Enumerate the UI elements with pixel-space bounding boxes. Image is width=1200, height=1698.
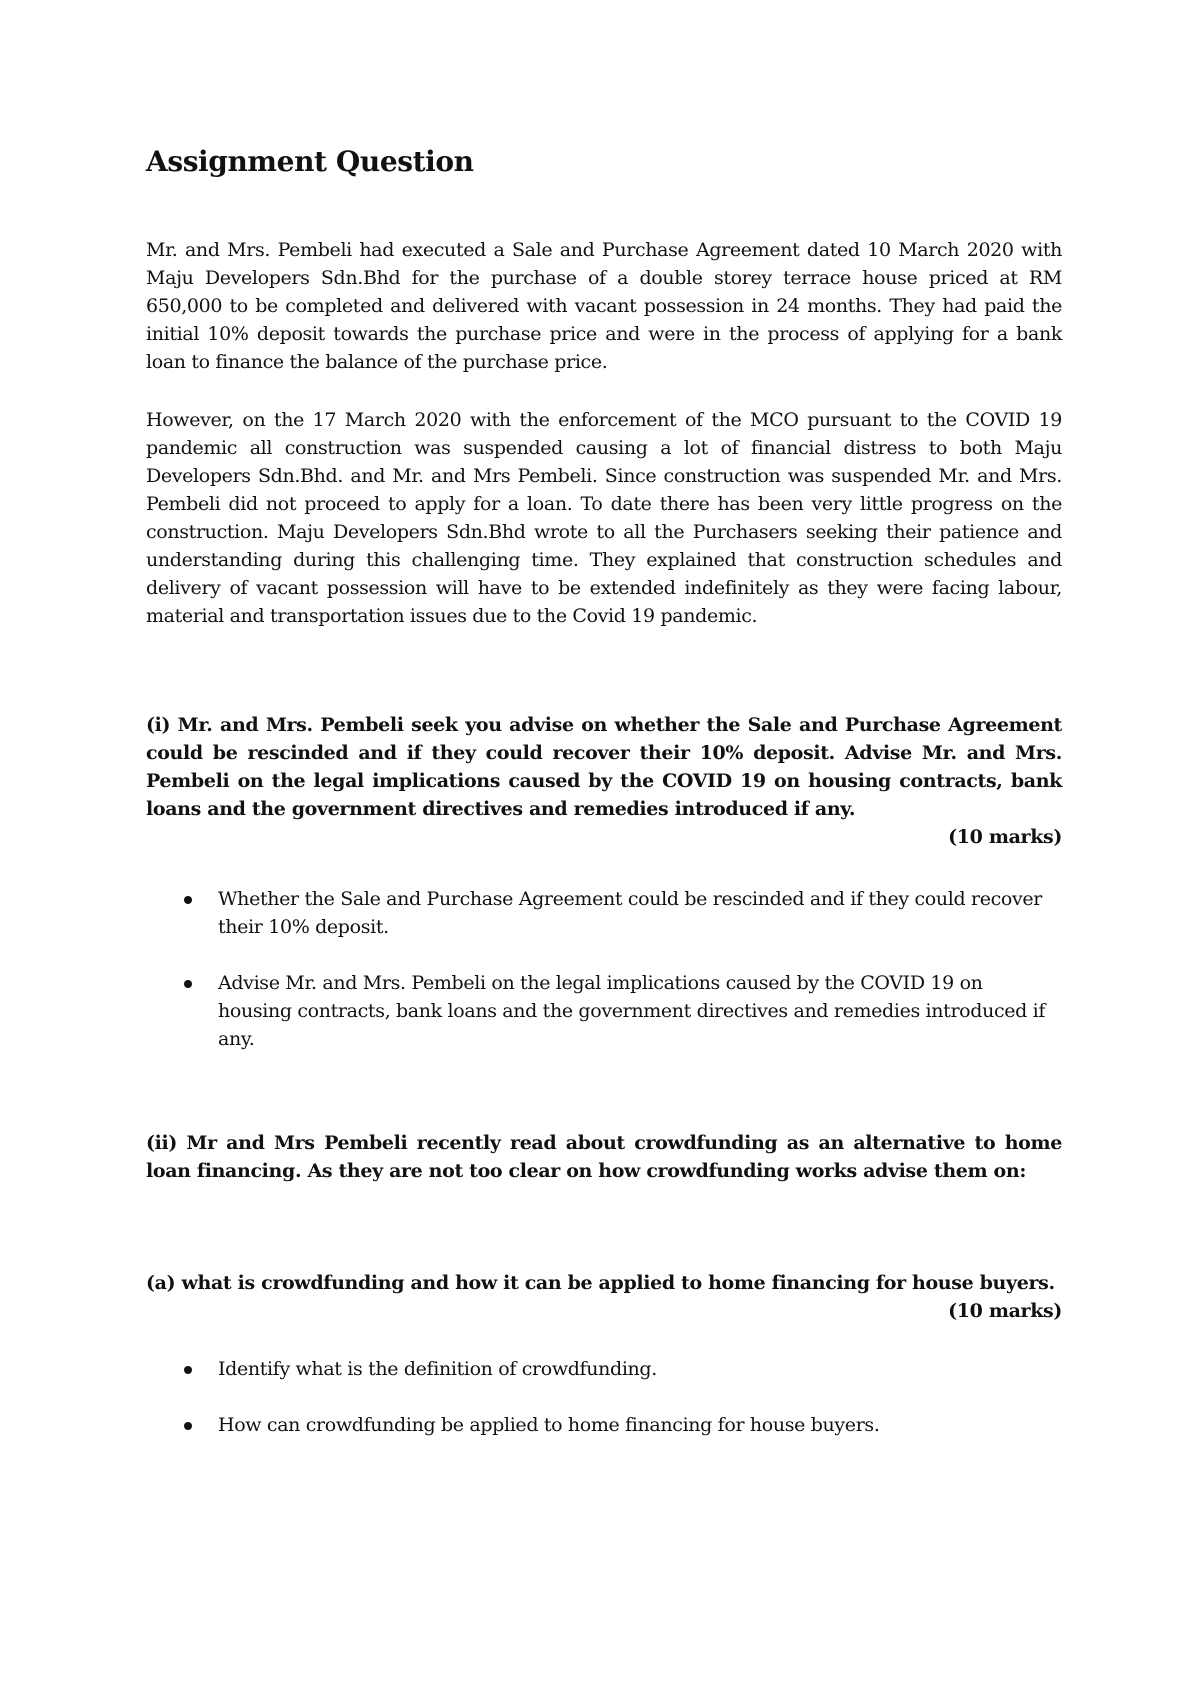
page-title: Assignment Question: [146, 145, 474, 178]
question-a-marks: (10 marks): [948, 1300, 1062, 1322]
question-ii: [146, 1129, 1062, 1185]
question-i-marks: (10 marks): [948, 826, 1062, 848]
bullet-text: Identify what is the definition of crowdfunding.: [218, 1358, 657, 1380]
bullet-icon: [184, 1366, 192, 1374]
paragraph-2: However, on the 17 March 2020 with the enforcement of the MCO pursuant to the COVID 19 pandemic all construction was suspended causing a lot of financial distress to both Maju Developers Sdn.Bhd. and Mr. and Mrs Pembeli. Since construction was suspended Mr. and Mrs. Pembeli did not proceed to apply for a loan. To date there has been very little progress on the construction. Maju Developers Sdn.Bhd wrote to all the Purchasers seeking their patience and understanding during this challenging time. They explained that construction schedules and delivery of vacant possession will have to be extended indefinitely as they were facing labour, material and transportation issues due to the Covid 19 pandemic.: [146, 409, 1062, 627]
question-ii-text: (ii) Mr and Mrs Pembeli recently read about crowdfunding as an alternative to home loan financing. As they are not too clear on how crowdfunding works advise them on:: [146, 1132, 1062, 1182]
bullet-icon: [184, 980, 192, 988]
bullet-icon: [184, 1422, 192, 1430]
question-i: [146, 711, 1062, 851]
question-i-text: (i) Mr. and Mrs. Pembeli seek you advise on whether the Sale and Purchase Agreement could be rescinded and if they could recover their 10% deposit. Advise Mr. and Mrs. Pembeli on the legal implications caused by the COVID 19 on housing contracts, bank loans and the government directives and remedies introduced if any.: [146, 714, 1062, 820]
bullet-icon: [184, 896, 192, 904]
paragraph-1: Mr. and Mrs. Pembeli had executed a Sale and Purchase Agreement dated 10 March 2020 with Maju Developers Sdn.Bhd for the purchase of a double storey terrace house priced at RM 650,000 to be completed and delivered with vacant possession in 24 months. They had paid the initial 10% deposit towards the purchase price and were in the process of applying for a bank loan to finance the balance of the purchase price.: [146, 239, 1062, 373]
question-a-text: (a) what is crowdfunding and how it can be applied to home financing for house buyers.: [146, 1272, 1055, 1294]
bullet-text: Whether the Sale and Purchase Agreement could be rescinded and if they could recover their 10% deposit.: [218, 888, 1042, 938]
question-a-bullet-list: [180, 1355, 1060, 1467]
question-i-bullet-list: [180, 885, 1060, 1081]
bullet-text: How can crowdfunding be applied to home financing for house buyers.: [218, 1414, 880, 1436]
list-item: [180, 969, 1060, 1053]
bullet-text: Advise Mr. and Mrs. Pembeli on the legal implications caused by the COVID 19 on housing contracts, bank loans and the government directives and remedies introduced if any.: [218, 972, 1046, 1050]
list-item: [180, 885, 1060, 941]
list-item: [180, 1411, 1060, 1439]
question-a: [146, 1269, 1062, 1325]
list-item: [180, 1355, 1060, 1383]
